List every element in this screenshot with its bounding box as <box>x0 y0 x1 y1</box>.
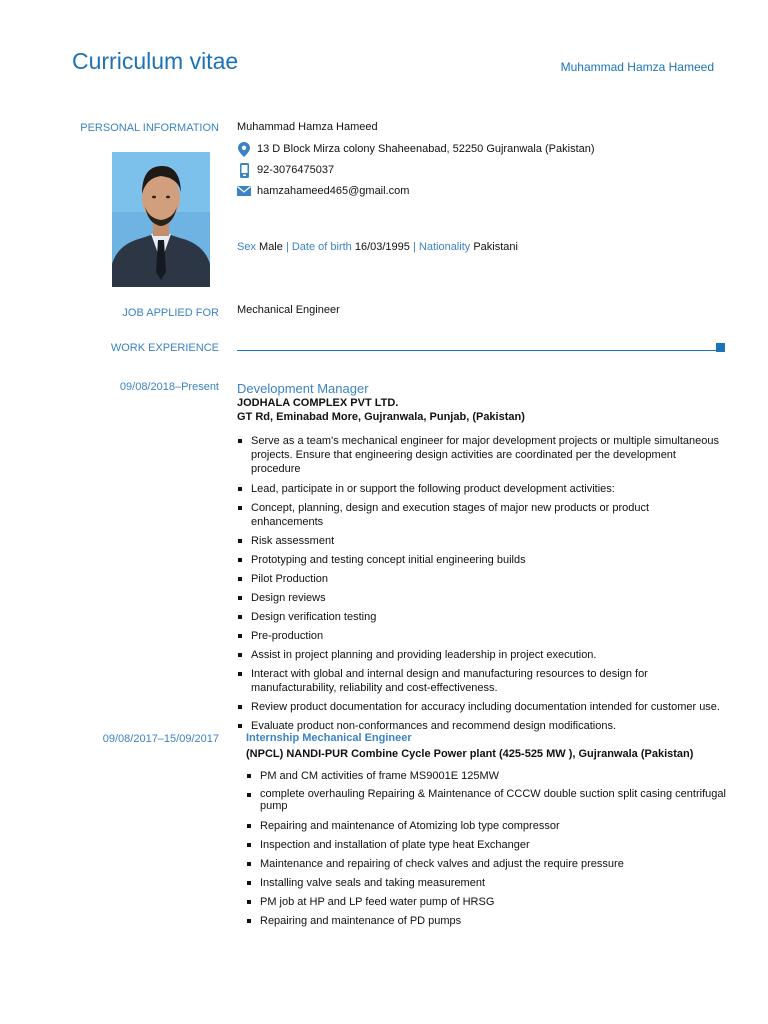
list-item: Risk assessment <box>237 534 723 548</box>
job-applied-value: Mechanical Engineer <box>237 304 340 316</box>
header-name: Muhammad Hamza Hameed <box>560 60 714 74</box>
list-item: complete overhauling Repairing & Maintenance of CCCW double suction split casing centrifugal pump <box>246 788 726 812</box>
address-text: 13 D Block Mirza colony Shaheenabad, 52250 Gujranwala (Pakistan) <box>257 143 595 155</box>
personal-information-label: PERSONAL INFORMATION <box>80 122 219 134</box>
section-divider <box>237 350 717 351</box>
list-item: PM and CM activities of frame MS9001E 125MW <box>246 769 726 783</box>
list-item: Inspection and installation of plate type heat Exchanger <box>246 838 726 852</box>
list-item: Prototyping and testing concept initial engineering builds <box>237 553 723 567</box>
list-item: Concept, planning, design and execution stages of major new products or product enhancements <box>237 501 723 529</box>
list-item: Design reviews <box>237 591 723 605</box>
list-item: Installing valve seals and taking measurement <box>246 876 726 890</box>
list-item: Evaluate product non-conformances and recommend design modifications. <box>237 719 723 733</box>
job-applied-label: JOB APPLIED FOR <box>122 307 219 319</box>
list-item: Repairing and maintenance of Atomizing lob type compressor <box>246 819 726 833</box>
list-item: Review product documentation for accuracy including documentation intended for customer use. <box>237 700 723 714</box>
location-pin-icon <box>237 141 251 157</box>
list-item: Repairing and maintenance of PD pumps <box>246 914 726 928</box>
company-location: GT Rd, Eminabad More, Gujranwala, Punjab, (Pakistan) <box>237 411 525 423</box>
nationality-label: Nationality <box>418 241 471 253</box>
document-title: Curriculum vitae <box>72 48 239 74</box>
sex-value: Male <box>259 241 283 253</box>
separator: | <box>285 241 289 253</box>
list-item: Maintenance and repairing of check valves and adjust the require pressure <box>246 857 726 871</box>
address-row <box>237 140 595 158</box>
job-dates: 09/08/2018–Present <box>119 381 219 393</box>
mobile-phone-icon <box>237 162 251 178</box>
list-item: Pilot Production <box>237 572 723 586</box>
company-name: (NPCL) NANDI-PUR Combine Cycle Power plant (425-525 MW ), Gujranwala (Pakistan) <box>246 748 694 760</box>
dob-label: Date of birth <box>291 241 352 253</box>
separator: | <box>412 241 416 253</box>
envelope-icon <box>237 183 251 199</box>
list-item: Assist in project planning and providing leadership in project execution. <box>237 648 723 662</box>
list-item: Pre-production <box>237 629 723 643</box>
list-item: Lead, participate in or support the following product development activities: <box>237 482 723 496</box>
personal-name: Muhammad Hamza Hameed <box>237 121 378 133</box>
list-item: PM job at HP and LP feed water pump of HRSG <box>246 895 726 909</box>
job-responsibilities-list <box>237 434 723 738</box>
sex-label: Sex <box>237 241 256 253</box>
email-row <box>237 182 409 200</box>
email-text[interactable]: hamzahameed465@gmail.com <box>257 185 410 197</box>
job-title: Internship Mechanical Engineer <box>246 732 412 744</box>
phone-text: 92-3076475037 <box>257 164 335 176</box>
phone-row <box>237 161 334 179</box>
list-item: Serve as a team's mechanical engineer for major development projects or multiple simultaneous projects. Ensure that engineering design activities are coordinated per the development procedure <box>237 434 723 476</box>
dob-value: 16/03/1995 <box>354 241 410 253</box>
job-title: Development Manager <box>237 381 369 396</box>
list-item: Interact with global and internal design and manufacturing resources to design for manufacturability, reliability and cost-effectiveness. <box>237 667 651 695</box>
work-experience-label: WORK EXPERIENCE <box>110 342 219 354</box>
personal-details-line <box>237 241 518 253</box>
internship-responsibilities-list <box>246 769 726 933</box>
section-divider-marker <box>716 343 725 352</box>
list-item: Design verification testing <box>237 610 723 624</box>
nationality-value: Pakistani <box>473 241 518 253</box>
company-name: JODHALA COMPLEX PVT LTD. <box>237 397 399 409</box>
profile-photo <box>112 152 210 287</box>
job-dates: 09/08/2017–15/09/2017 <box>102 733 219 745</box>
